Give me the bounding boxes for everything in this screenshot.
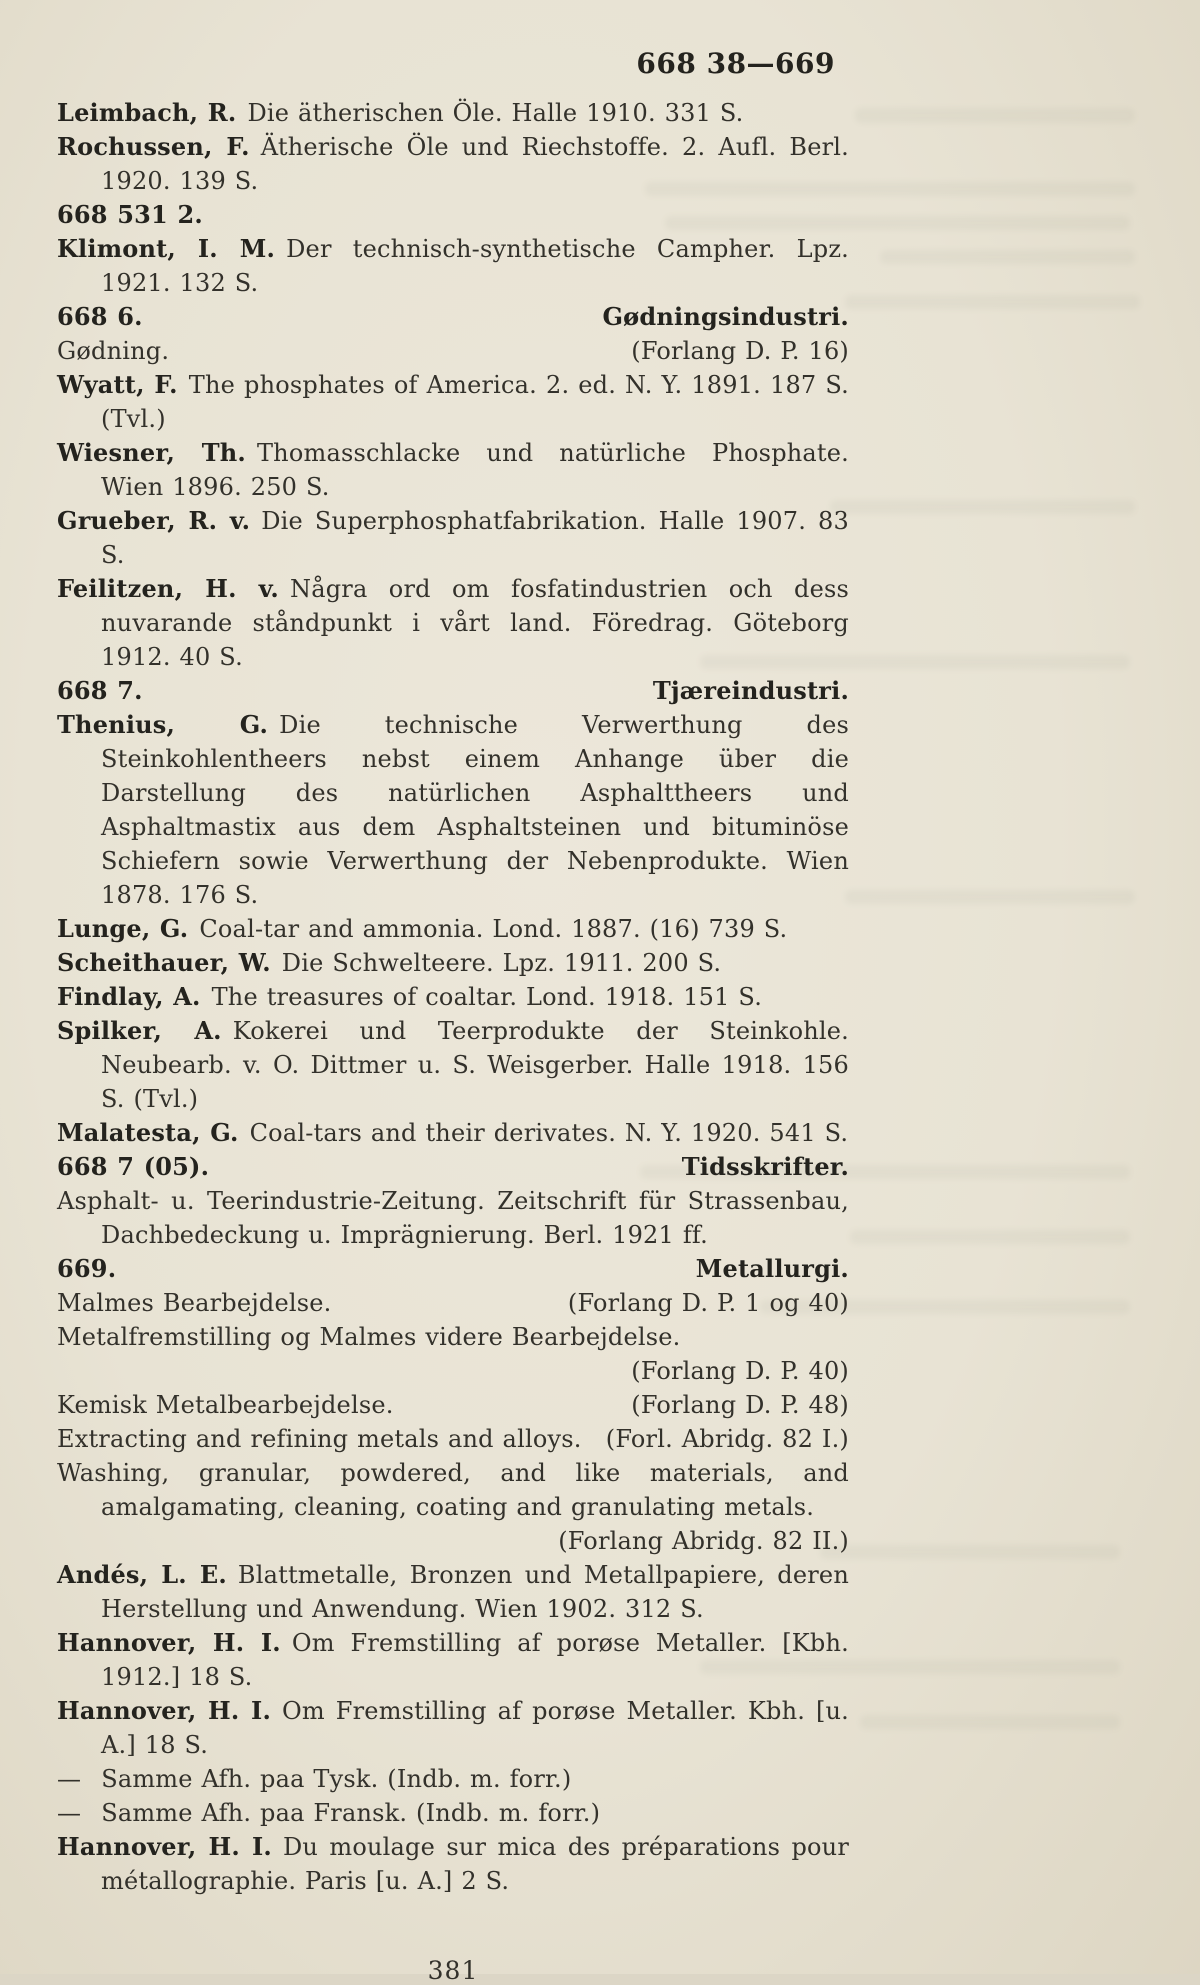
bibliography-entry xyxy=(57,572,849,674)
entry-author: Rochussen, F. xyxy=(57,132,250,161)
entry-author: Wiesner, Th. xyxy=(57,438,246,467)
bibliography-entry xyxy=(57,334,849,368)
bibliography-entry xyxy=(57,912,849,946)
bibliography-entry xyxy=(57,1762,849,1796)
entry-author: Malatesta, G. xyxy=(57,1118,239,1147)
entry-author: Scheithauer, W. xyxy=(57,948,271,977)
page-header-class-range: 668 38—669 xyxy=(636,47,835,80)
bibliography-entry xyxy=(57,1286,849,1320)
ink-showthrough xyxy=(830,500,1135,514)
bibliography-entry xyxy=(57,1456,849,1524)
entry-body: Ätherische Öle und Riechstoffe. 2. Aufl. Berl. 1920. 139 S. xyxy=(101,133,850,195)
bibliography-entry xyxy=(57,946,849,980)
ink-showthrough xyxy=(855,108,1135,123)
entry-body: Metalfremstilling og Malmes videre Bearbejdelse. xyxy=(57,1323,681,1351)
entry-right-label: (Forlang D. P. 40) xyxy=(631,1357,849,1385)
entry-author: Findlay, A. xyxy=(57,982,201,1011)
entry-body: Malmes Bearbejdelse. xyxy=(57,1289,332,1317)
ink-showthrough xyxy=(850,1230,1130,1244)
entry-author: Feilitzen, H. v. xyxy=(57,574,279,603)
bibliography-entry xyxy=(57,436,849,504)
bibliography-entry xyxy=(57,1252,849,1286)
bibliography-entries xyxy=(57,96,849,1898)
entry-author: Klimont, I. M. xyxy=(57,234,276,263)
entry-body: Washing, granular, powdered, and like materials, and amalgamating, cleaning, coating and granulating metals. xyxy=(57,1459,849,1521)
bibliography-entry xyxy=(57,1524,849,1558)
entry-right-label: Metallurgi. xyxy=(695,1254,849,1283)
ink-showthrough xyxy=(845,890,1135,904)
entry-right-label: Gødningsindustri. xyxy=(602,302,849,331)
bibliography-entry xyxy=(57,1116,849,1150)
entry-author: Lunge, G. xyxy=(57,914,189,943)
bibliography-entry xyxy=(57,674,849,708)
bibliography-entry xyxy=(57,1422,849,1456)
bibliography-entry xyxy=(57,1184,849,1252)
bibliography-entry xyxy=(57,130,849,198)
bibliography-entry xyxy=(57,980,849,1014)
ink-showthrough xyxy=(820,1545,1120,1559)
entry-author: Hannover, H. I. xyxy=(57,1696,272,1725)
bibliography-entry xyxy=(57,300,849,334)
ink-showthrough xyxy=(860,1715,1120,1729)
bibliography-entry xyxy=(57,1694,849,1762)
bibliography-entry xyxy=(57,1796,849,1830)
entry-author: Spilker, A. xyxy=(57,1016,222,1045)
entry-body: Die technische Verwerthung des Steinkohlentheers nebst einem Anhange über die Darstellung des natürlichen Asphalttheers und Asphaltmastix aus dem Asphaltsteinen und bituminöse Schiefern sowie Verwerthung der Nebenprodukte. Wien 1878. 176 S. xyxy=(101,711,850,909)
entry-right-label: Tidsskrifter. xyxy=(681,1152,849,1181)
bibliography-entry xyxy=(57,504,849,572)
bibliography-entry xyxy=(57,368,849,436)
entry-body: Die Superphosphatfabrikation. Halle 1907. 83 S. xyxy=(101,507,849,569)
entry-right-label: (Forl. Abridg. 82 I.) xyxy=(605,1425,849,1453)
repeat-dash: — xyxy=(57,1765,82,1793)
bibliography-entry xyxy=(57,1558,849,1626)
bibliography-entry xyxy=(57,1014,849,1116)
entry-author: Grueber, R. v. xyxy=(57,506,251,535)
entry-author: Thenius, G. xyxy=(57,710,269,739)
entry-right-label: (Forlang D. P. 48) xyxy=(631,1391,849,1419)
entry-body: Gødning. xyxy=(57,337,170,365)
entry-body: Samme Afh. paa Fransk. (Indb. m. forr.) xyxy=(101,1799,601,1827)
entry-right-label: (Forlang Abridg. 82 II.) xyxy=(558,1527,849,1555)
entry-body: Samme Afh. paa Tysk. (Indb. m. forr.) xyxy=(101,1765,572,1793)
class-number: 668 531 2. xyxy=(57,200,203,229)
class-number: 669. xyxy=(57,1254,117,1283)
entry-body: Coal-tar and ammonia. Lond. 1887. (16) 739 S. xyxy=(199,915,788,943)
class-number: 668 7 (05). xyxy=(57,1152,210,1181)
bibliography-entry xyxy=(57,1830,849,1898)
entry-body: Blattmetalle, Bronzen und Metallpapiere, deren Herstellung und Anwendung. Wien 1902. 312 S. xyxy=(101,1561,849,1623)
entry-body: Coal-tars and their derivates. N. Y. 1920. 541 S. xyxy=(249,1119,849,1147)
entry-body: Asphalt- u. Teerindustrie-Zeitung. Zeitschrift für Strassenbau, Dachbedeckung u. Imprägnierung. Berl. 1921 ff. xyxy=(57,1187,849,1249)
bibliography-entry xyxy=(57,1388,849,1422)
entry-body: Thomasschlacke und natürliche Phosphate. Wien 1896. 250 S. xyxy=(101,439,849,501)
entry-body: Kokerei und Teerprodukte der Steinkohle. Neubearb. v. O. Dittmer u. S. Weisgerber. Halle 1918. 156 S. (Tvl.) xyxy=(101,1017,849,1113)
entry-body: Die Schwelteere. Lpz. 1911. 200 S. xyxy=(281,949,722,977)
bibliography-entry xyxy=(57,96,849,130)
entry-body: The treasures of coaltar. Lond. 1918. 151 S. xyxy=(211,983,763,1011)
entry-author: Hannover, H. I. xyxy=(57,1628,281,1657)
class-number: 668 7. xyxy=(57,676,143,705)
class-number: 668 6. xyxy=(57,302,143,331)
bibliography-entry xyxy=(57,232,849,300)
entry-author: Andés, L. E. xyxy=(57,1560,227,1589)
bibliography-entry xyxy=(57,1320,849,1354)
entry-body: Der technisch-synthetische Campher. Lpz. 1921. 132 S. xyxy=(101,235,849,297)
entry-body: Du moulage sur mica des préparations pour métallographie. Paris [u. A.] 2 S. xyxy=(101,1833,849,1895)
entry-right-label: Tjæreindustri. xyxy=(652,676,849,705)
entry-right-label: (Forlang D. P. 16) xyxy=(631,337,849,365)
text-block xyxy=(57,46,849,1985)
entry-body: Några ord om fosfatindustrien och dess nuvarande ståndpunkt i vårt land. Föredrag. Göteborg 1912. 40 S. xyxy=(101,575,849,671)
entry-body: The phosphates of America. 2. ed. N. Y. 1891. 187 S. (Tvl.) xyxy=(101,371,849,433)
entry-body: Die ätherischen Öle. Halle 1910. 331 S. xyxy=(247,99,744,127)
entry-author: Hannover, H. I. xyxy=(57,1832,272,1861)
repeat-dash: — xyxy=(57,1799,82,1827)
bibliography-entry xyxy=(57,1150,849,1184)
entry-body: Om Fremstilling af porøse Metaller. [Kbh. 1912.] 18 S. xyxy=(101,1629,849,1691)
bibliography-entry xyxy=(57,708,849,912)
ink-showthrough xyxy=(880,250,1135,264)
bibliography-entry xyxy=(57,1354,849,1388)
entry-body: Extracting and refining metals and alloys. xyxy=(57,1425,582,1453)
bibliography-entry xyxy=(57,1626,849,1694)
entry-body: Om Fremstilling af porøse Metaller. Kbh. [u. A.] 18 S. xyxy=(101,1697,849,1759)
ink-showthrough xyxy=(845,295,1140,309)
entry-author: Wyatt, F. xyxy=(57,370,178,399)
entry-author: Leimbach, R. xyxy=(57,98,237,127)
page-number: 381 xyxy=(427,1956,479,1985)
entry-body: Kemisk Metalbearbejdelse. xyxy=(57,1391,394,1419)
entry-right-label: (Forlang D. P. 1 og 40) xyxy=(567,1289,849,1317)
bibliography-entry xyxy=(57,198,849,232)
